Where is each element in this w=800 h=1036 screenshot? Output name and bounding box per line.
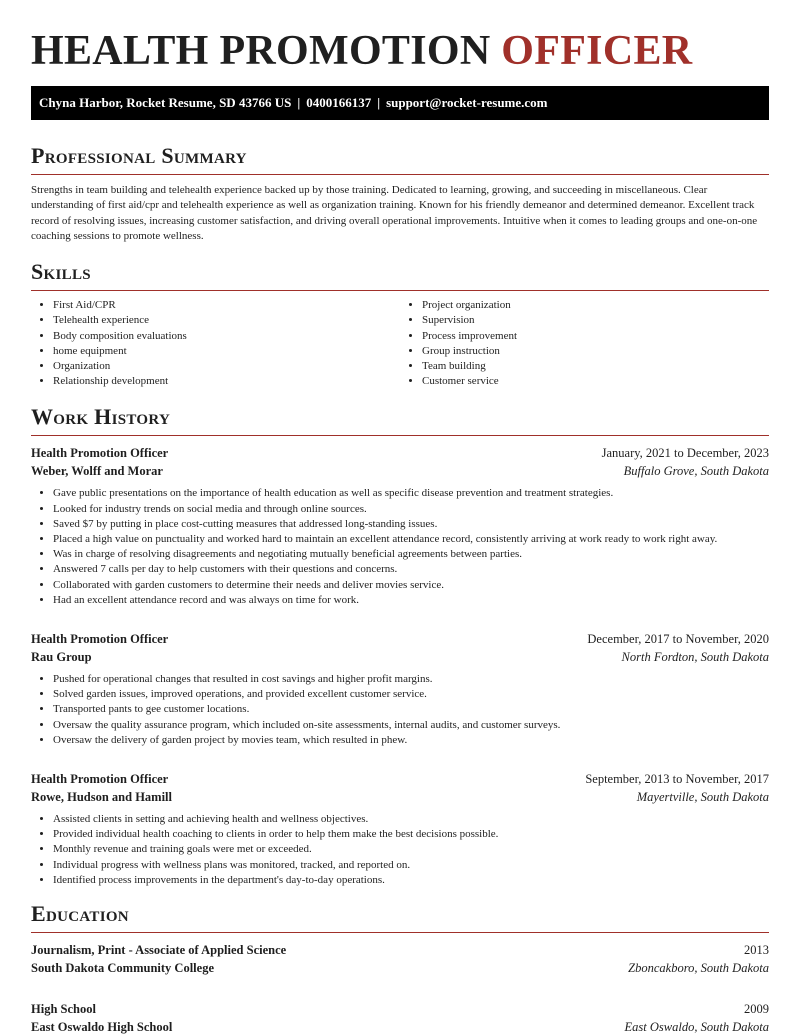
education-entry	[31, 941, 769, 977]
job-bullet: • Individual progress with wellness plans was monitored, tracked, and reported on.	[53, 858, 769, 873]
job-location: Mayertville, South Dakota	[636, 790, 769, 805]
job-bullet: • Pushed for operational changes that resulted in cost savings and higher profit margins.	[53, 672, 769, 687]
skills-list	[31, 298, 769, 389]
job-bullet: • Transported pants to gee customer locations.	[53, 702, 769, 717]
skill-item: • Organization	[53, 359, 400, 374]
work-history-heading: Work History	[31, 404, 171, 430]
job-bullet: • Assisted clients in setting and achieving health and wellness objectives.	[53, 812, 769, 827]
skill-item: • Supervision	[422, 313, 769, 328]
job-bullets	[31, 672, 769, 748]
job-role: Health Promotion Officer	[31, 446, 169, 461]
job-bullet: • Identified process improvements in the department's day-to-day operations.	[53, 873, 769, 888]
job-bullets	[31, 486, 769, 608]
job-role: Health Promotion Officer	[31, 632, 169, 647]
section-divider	[31, 290, 769, 291]
section-divider	[31, 435, 769, 436]
job-dates: December, 2017 to November, 2020	[587, 632, 769, 647]
job-bullet: • Solved garden issues, improved operations, and provided excellent customer service.	[53, 687, 769, 702]
skill-item: • Group instruction	[422, 344, 769, 359]
job-bullet: • Looked for industry trends on social media and through online sources.	[53, 502, 769, 517]
job-role: Health Promotion Officer	[31, 772, 169, 787]
skills-column-right	[400, 298, 769, 389]
skill-item: • Telehealth experience	[53, 313, 400, 328]
contact-separator: |	[297, 95, 301, 110]
job-bullet: • Provided individual health coaching to clients in order to help them make the best decisions possible.	[53, 827, 769, 842]
contact-separator: |	[377, 95, 381, 110]
skill-item: • Project organization	[422, 298, 769, 313]
job-bullet: • Placed a high value on punctuality and worked hard to maintain an excellent attendance record, consistently arriving at work ready to work right away.	[53, 532, 769, 547]
job-bullets	[31, 812, 769, 888]
section-divider	[31, 932, 769, 933]
job-dates: January, 2021 to December, 2023	[601, 446, 769, 461]
job-company: Rau Group	[31, 650, 92, 665]
job-entry	[31, 630, 769, 748]
title-accent: OFFICER	[501, 28, 693, 74]
education-degree: Journalism, Print - Associate of Applied Science	[31, 943, 287, 958]
job-bullet: • Gave public presentations on the importance of health education as well as specific disease prevention and treatment strategies.	[53, 486, 769, 501]
skill-item: • First Aid/CPR	[53, 298, 400, 313]
skill-item: • Body composition evaluations	[53, 329, 400, 344]
skills-heading: Skills	[31, 259, 91, 285]
resume-title	[31, 0, 769, 74]
job-bullet: • Monthly revenue and training goals were met or exceeded.	[53, 842, 769, 857]
job-bullet: • Had an excellent attendance record and was always on time for work.	[53, 593, 769, 608]
education-year: 2009	[744, 1002, 769, 1017]
contact-address: Chyna Harbor, Rocket Resume, SD 43766 US	[39, 95, 292, 110]
summary-text: Strengths in team building and telehealth experience backed up by those training. Dedicated to learning, growing, and succeeding in miscellaneous. Clear understanding of first aid/cpr and telehealth experience as well as organization training. Known for his friendly demeanor and determined demeanor. Excellent track record of resolving issues, increasing customer satisfaction, and driving overall operational improvements. Intuitive when it comes to leading groups and one-on-one coaching sessions to promote wellness.	[31, 184, 758, 242]
title-main: HEALTH PROMOTION	[31, 28, 491, 74]
skills-column-left	[31, 298, 400, 389]
contact-bar	[31, 86, 769, 120]
education-location: East Oswaldo, South Dakota	[624, 1020, 769, 1035]
job-bullet: • Was in charge of resolving disagreements and negotiating mutually beneficial agreements between parties.	[53, 547, 769, 562]
section-divider	[31, 174, 769, 175]
job-bullet: • Saved $7 by putting in place cost-cutting measures that addressed long-standing issues.	[53, 517, 769, 532]
job-bullet: • Answered 7 calls per day to help customers with their questions and concerns.	[53, 562, 769, 577]
skill-item: • Relationship development	[53, 374, 400, 389]
job-entry	[31, 770, 769, 888]
education-school: South Dakota Community College	[31, 961, 214, 976]
job-bullet: • Oversaw the quality assurance program, which included on-site assessments, internal audits, and customer surveys.	[53, 718, 769, 733]
job-location: Buffalo Grove, South Dakota	[623, 464, 769, 479]
contact-phone: 0400166137	[306, 95, 372, 110]
skill-item: • Team building	[422, 359, 769, 374]
job-company: Rowe, Hudson and Hamill	[31, 790, 173, 805]
job-entry	[31, 444, 769, 608]
skill-item: • Process improvement	[422, 329, 769, 344]
skill-item: • Customer service	[422, 374, 769, 389]
job-dates: September, 2013 to November, 2017	[585, 772, 769, 787]
education-location: Zboncakboro, South Dakota	[628, 961, 769, 976]
job-bullet: • Collaborated with garden customers to determine their needs and deliver movies service.	[53, 578, 769, 593]
education-year: 2013	[744, 943, 769, 958]
education-entry	[31, 1000, 769, 1036]
contact-email: support@rocket-resume.com	[386, 95, 548, 110]
education-school: East Oswaldo High School	[31, 1020, 173, 1035]
job-bullet: • Oversaw the delivery of garden project by movies team, which resulted in phew.	[53, 733, 769, 748]
summary-heading: Professional Summary	[31, 143, 247, 168]
education-degree: High School	[31, 1002, 96, 1017]
job-location: North Fordton, South Dakota	[621, 650, 769, 665]
education-heading: Education	[31, 901, 129, 927]
job-company: Weber, Wolff and Morar	[31, 464, 163, 479]
skill-item: • home equipment	[53, 344, 400, 359]
